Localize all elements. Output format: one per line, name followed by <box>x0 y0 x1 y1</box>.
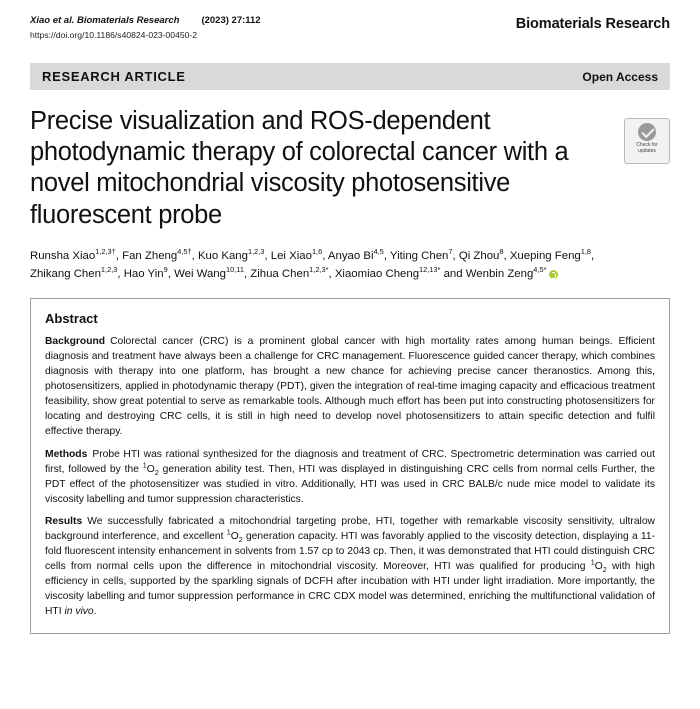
abstract-results-label: Results <box>45 515 83 527</box>
abstract-methods-label: Methods <box>45 448 88 460</box>
page-title: Precise visualization and ROS-dependent photodynamic therapy of colorectal cancer with a novel mitochondrial viscosity photosensitive fluorescent probe <box>30 107 569 229</box>
abstract-methods: Methods Probe HTI was rational synthesized for the diagnosis and treatment of CRC. Spectrometric determination was carried out first, followed by the $^1O_2$ generation ability test. Then, HTI was displayed in distinguishing CRC cells from normal cells Further, the PDT effect of the photosensitizer was studied in vitro. Additionally, HTI was used in CRC BALB/c nude mice model to validate its viscosity labelling and tumor suppression characteristics. <box>45 448 656 505</box>
journal-title: Biomaterials Research <box>515 16 670 32</box>
updates-line1: Check for <box>636 142 658 148</box>
open-access-label: Open Access <box>582 69 658 84</box>
author-line-1: Runsha Xiao$^{1,2,3\dagger}$, Fan Zheng$^{4,5\dagger}$, Kuo Kang$^{1,2,3}$, Lei Xiao$^{1,6}$, Anyao Bi$^{4,5}$, Yiting Chen$^7$, Qi Zhou$^8$, Xueping Feng$^{1,8}$, <box>30 246 595 262</box>
check-for-updates-badge[interactable] <box>624 118 670 164</box>
author-list <box>30 247 655 285</box>
citation-authors: Xiao et al. Biomaterials Research <box>30 15 180 26</box>
check-for-updates-caption <box>636 143 657 155</box>
abstract-box <box>30 298 670 634</box>
abstract-background-label: Background <box>45 336 106 348</box>
page-header <box>30 0 670 41</box>
orcid-icon[interactable] <box>549 270 558 279</box>
author-line-2: Zhikang Chen$^{1,2,3}$, Hao Yin$^9$, Wei Wang$^{10,11}$, Zihua Chen$^{1,2,3*}$, Xiaomiao Cheng$^{12,13*}$ and Wenbin Zeng$^{4,5*}$ <box>30 265 655 284</box>
article-type-label: RESEARCH ARTICLE <box>42 69 186 85</box>
abstract-heading: Abstract <box>45 311 98 327</box>
citation-year: (2023) 27:112 <box>201 15 261 26</box>
updates-line2: updates <box>638 147 656 154</box>
article-type-band <box>30 63 670 90</box>
abstract-results: Results We successfully fabricated a mitochondrial targeting probe, HTI, together with remarkable viscosity sensitivity, ultralow background interference, and excellent $^1O_2$ generation capacity. HTI was favorably applied to the viscosity detection, displaying a 11-fold fluorescent intensity enhancement in solvents from 1.57 cp to 2043 cp. Then, it was demonstrated that HTI could distinguish CRC cells from normal cells upon the difference in mitochondrial viscosity. Moreover, HTI was qualified for producing $^1O_2$ with high efficiency in cells, supported by the sparkling signals of DCFH after incubation with HTI under light irradiation. More importantly, the viscosity labelling and tumor suppression performance in CRC CDX model was determined, enriching the multifunctional validation of HTI in vivo. <box>45 515 655 617</box>
check-mark-icon <box>638 123 656 141</box>
abstract-background: Background Colorectal cancer (CRC) is a prominent global cancer with high mortality rates among human beings. Efficient diagnosis and treatment have always been a challenge for CRC management. Fluorescence guided cancer therapy, which combines diagnosis with therapy into one platform, has brought a new chance for achieving precise cancer theranostics. Among this, photosensitizers, applied in photodynamic therapy (PDT), given the integration of real-time imaging capacity and efficacious treatment feasibility, show great potential to serve as remarkable tools. Although much effort has been put into constructing photosensitizers for locating and destroying CRC cells, it is still in high need to develop novel photosensitizers to attain specific detection and fulfil effective therapy. <box>45 336 655 438</box>
citation-line <box>30 14 261 28</box>
doi-link[interactable]: https://doi.org/10.1186/s40824-023-00450-2 <box>30 29 198 40</box>
citation-block <box>30 14 261 41</box>
